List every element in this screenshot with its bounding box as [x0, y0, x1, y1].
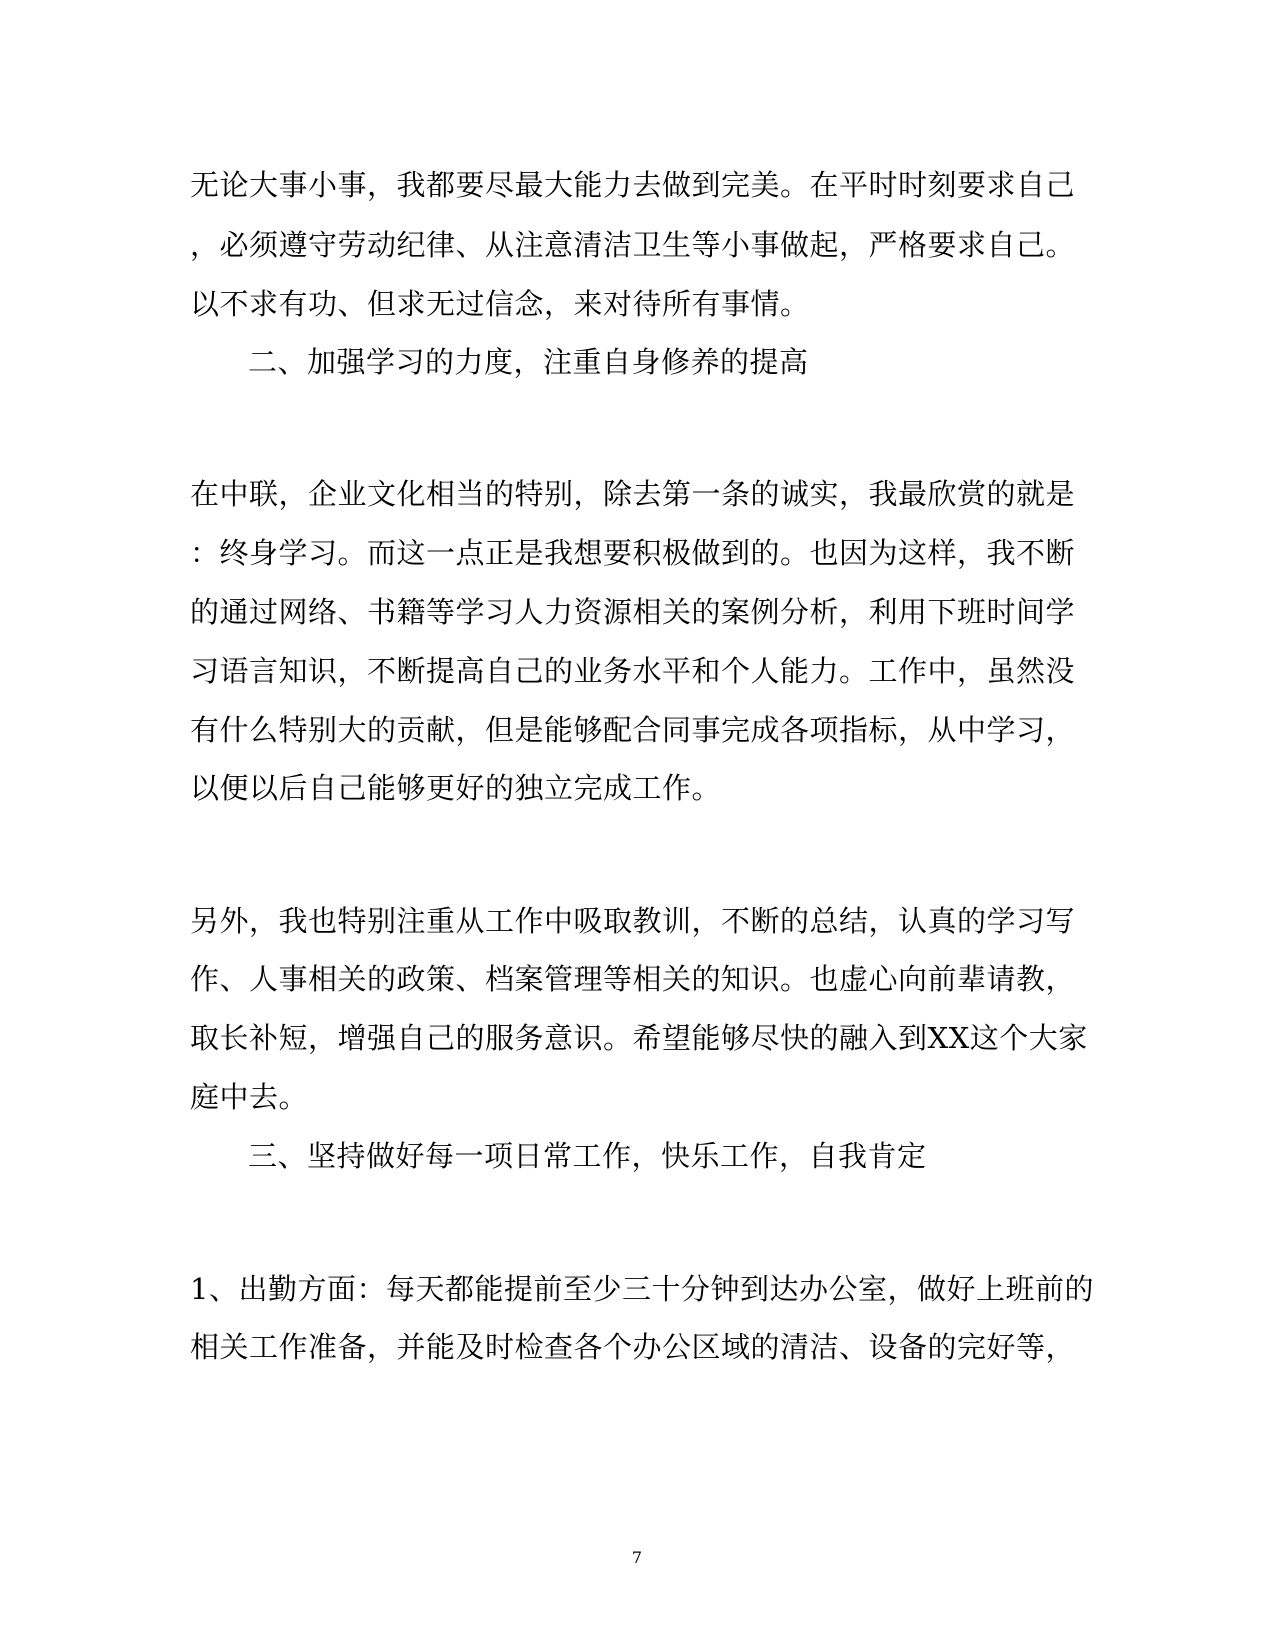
paragraph-line: 作、人事相关的政策、档案管理等相关的知识。也虚心向前辈请教， [190, 962, 1076, 996]
page-number: 7 [631, 1548, 643, 1567]
paragraph-line: ：终身学习。而这一点正是我想要积极做到的。也因为这样，我不断 [190, 536, 1076, 570]
section-heading: 二、加强学习的力度，注重自身修养的提高 [248, 345, 809, 379]
paragraph-line: 另外，我也特别注重从工作中吸取教训，不断的总结，认真的学习写 [190, 904, 1076, 938]
paragraph-line: 有什么特别大的贡献，但是能够配合同事完成各项指标，从中学习， [190, 713, 1076, 747]
paragraph-line: 以不求有功、但求无过信念，来对待所有事情。 [190, 287, 810, 321]
paragraph-line: 习语言知识，不断提高自己的业务水平和个人能力。工作中，虽然没 [190, 654, 1076, 688]
paragraph-line: 在中联，企业文化相当的特别，除去第一条的诚实，我最欣赏的就是 [190, 477, 1076, 511]
paragraph-line: 无论大事小事，我都要尽最大能力去做到完美。在平时时刻要求自己 [190, 168, 1076, 202]
paragraph-line: 庭中去。 [190, 1080, 309, 1114]
section-heading: 三、坚持做好每一项日常工作，快乐工作，自我肯定 [248, 1139, 927, 1173]
paragraph-line: ，必须遵守劳动纪律、从注意清洁卫生等小事做起，严格要求自己。 [190, 228, 1076, 262]
paragraph-line: 取长补短，增强自己的服务意识。希望能够尽快的融入到XX这个大家 [190, 1021, 1088, 1055]
paragraph-line: 相关工作准备，并能及时检查各个办公区域的清洁、设备的完好等， [190, 1330, 1076, 1364]
paragraph-line: 的通过网络、书籍等学习人力资源相关的案例分析，利用下班时间学 [190, 595, 1076, 629]
paragraph-line: 以便以后自己能够更好的独立完成工作。 [190, 771, 722, 805]
paragraph-line: 1、出勤方面：每天都能提前至少三十分钟到达办公室，做好上班前的 [190, 1272, 1094, 1306]
